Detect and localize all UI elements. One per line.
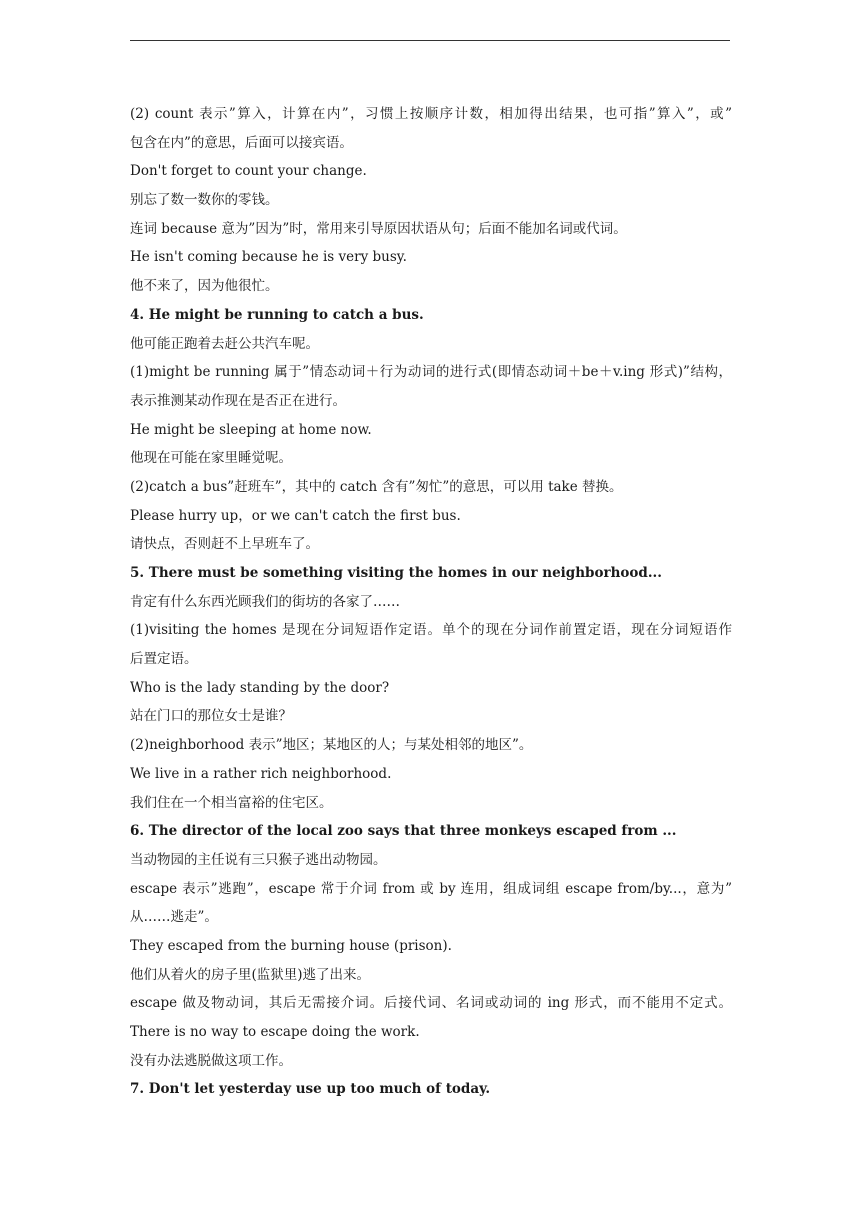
text-line: 肯定有什么东西光顾我们的街坊的各家了…… [130, 593, 400, 610]
text-line: 连词 because 意为”因为”时，常用来引导原因状语从句；后面不能加名词或代词。 [130, 220, 627, 237]
text-line: (2) count 表示”算入，计算在内”，习惯上按顺序计数，相加得出结果，也可指”算入”，或” [130, 106, 732, 122]
text-line: 包含在内”的意思，后面可以接宾语。 [130, 134, 353, 151]
document-body [130, 100, 732, 1104]
text-line: There is no way to escape doing the work. [130, 1024, 420, 1040]
section-heading: 5. There must be something visiting the homes in our neighborhood... [130, 565, 662, 581]
text-line: 他可能正跑着去赶公共汽车呢。 [130, 335, 319, 352]
text-line: (1)might be running 属于”情态动词＋行为动词的进行式(即情态动词＋be＋v.ing 形式)”结构， [130, 364, 732, 381]
text-line: 当动物园的主任说有三只猴子逃出动物园。 [130, 851, 387, 868]
text-line: 没有办法逃脱做这项工作。 [130, 1052, 292, 1069]
text-line: Please hurry up，or we can't catch the first bus. [130, 507, 461, 524]
text-line: 我们住在一个相当富裕的住宅区。 [130, 794, 333, 811]
text-line: 表示推测某动作现在是否正在进行。 [130, 392, 346, 409]
section-heading: 6. The director of the local zoo says that three monkeys escaped from ... [130, 823, 677, 840]
text-line: 从……逃走”。 [130, 909, 218, 926]
text-line: They escaped from the burning house (prison). [130, 937, 452, 954]
text-line: 他不来了，因为他很忙。 [130, 278, 279, 295]
text-line: (2)neighborhood 表示”地区；某地区的人；与某处相邻的地区”。 [130, 737, 533, 754]
section-heading: 7. Don't let yesterday use up too much of today. [130, 1081, 491, 1098]
text-line: 他现在可能在家里睡觉呢。 [130, 450, 292, 467]
text-line: (2)catch a bus”赶班车”，其中的 catch 含有”匆忙”的意思，可以用 take 替换。 [130, 478, 623, 495]
text-line: He isn't coming because he is very busy. [130, 249, 407, 266]
text-line: Don't forget to count your change. [130, 163, 367, 180]
text-line: Who is the lady standing by the door? [130, 679, 390, 696]
text-line: (1)visiting the homes 是现在分词短语作定语。单个的现在分词作前置定语，现在分词短语作 [130, 622, 732, 639]
text-line: 站在门口的那位女士是谁？ [130, 708, 292, 725]
text-line: 请快点，否则赶不上早班车了。 [130, 536, 319, 553]
text-line: 后置定语。 [130, 651, 198, 668]
text-line: escape 表示”逃跑”，escape 常于介词 from 或 by 连用，组成词组 escape from/by...，意为” [130, 880, 732, 897]
header-rule [130, 40, 730, 41]
text-line: 他们从着火的房子里(监狱里)逃了出来。 [130, 966, 371, 983]
text-line: We live in a rather rich neighborhood. [130, 765, 392, 782]
text-line: escape 做及物动词，其后无需接介词。后接代词、名词或动词的 ing 形式，而不能用不定式。 [130, 995, 732, 1012]
section-heading: 4. He might be running to catch a bus. [130, 306, 424, 323]
text-line: 别忘了数一数你的零钱。 [130, 192, 279, 209]
text-line: He might be sleeping at home now. [130, 421, 372, 438]
